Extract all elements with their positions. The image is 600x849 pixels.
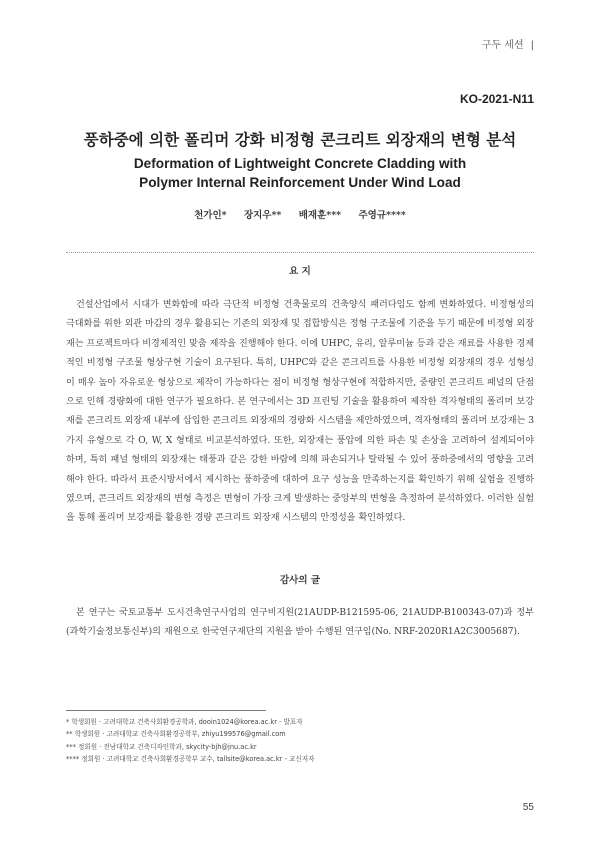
- title-english-line-2: Polymer Internal Reinforcement Under Wind Load: [139, 175, 461, 190]
- title-korean: 풍하중에 의한 폴리머 강화 비정형 콘크리트 외장재의 변형 분석: [83, 131, 517, 149]
- title-english: [0, 154, 600, 192]
- author-4: 주영규****: [358, 210, 406, 221]
- dotted-divider: [66, 252, 534, 253]
- footnote-1: * 학생회원 · 고려대학교 건축사회환경공학과, dooin1024@korea.ac.kr - 발표자: [66, 718, 303, 726]
- session-name: 구두 세션: [481, 40, 524, 51]
- abstract-body: 건설산업에서 시대가 변화함에 따라 극단적 비정형 건축물로의 건축양식 패러다임도 함께 변화하였다. 비정형성의 극대화를 위한 외관 마감의 경우 활용되는 기존의 외장재 및 접합방식은 정형 구조물에 기준을 두기 때문에 비정형 외장재는 프로젝트마다 비경제적인 맞춤 제작을 진행해야 한다. 이에 UHPC, 유리, 알루미늄 등과 같은 재료를 사용한 경제적인 비정형 구조물 형상구현 기술이 요구된다. 특히, UHPC와 같은 콘크리트를 사용한 비정형 외장재의 경우 성형성이 매우 높아 자유로운 형상으로 제작이 가능하다는 점이 비정형 형상구현에 적합하지만, 중량인 콘크리트 패널의 단점으로 인해 경량화에 대한 연구가 필요하다. 본 연구에서는 3D 프린팅 기술을 활용하여 제작한 격자형태의 폴리머 보강재를 콘크리트 외장재 내부에 삽입한 콘크리트 외장재의 경량화 시스템을 제안하였으며, 격자형태의 폴리머 보강재는 3가지 유형으로 각 O, W, X 형태로 비교분석하였다. 또한, 외장재는 풍압에 의한 파손 및 손상을 고려하여 설계되어야 하며, 특히 패널 형태의 외장재는 태풍과 같은 강한 바람에 의해 파손되거나 탈락될 수 있어 풍하중에서의 영향을 고려해야 한다. 따라서 표준시방서에서 제시하는 풍하중에 대하여 요구 성능을 만족하는지를 확인하기 위해 실험을 진행하였으며, 콘크리트 외장재의 변형 측정은 변형이 가장 크게 발생하는 중앙부의 변형을 측정하여 분석하였다. 이러한 실험을 통해 폴리머 보강재를 활용한 경량 콘크리트 외장재 시스템의 안정성을 확인하였다.: [66, 300, 534, 524]
- footnote-divider: [66, 710, 266, 711]
- author-list: [0, 207, 600, 221]
- title-english-line-1: Deformation of Lightweight Concrete Cladding with: [133, 156, 467, 171]
- footnote-3: *** 정회원 · 전남대학교 건축디자인학과, skycity-bjh@jnu.ac.kr: [66, 742, 257, 751]
- page-number: 55: [522, 802, 534, 813]
- author-2: 장지우**: [243, 210, 282, 221]
- footnote-2: ** 학생회원 · 고려대학교 건축사회환경공학부, zhiyu199576@gmail.com: [66, 730, 286, 739]
- acknowledgement-body: 본 연구는 국토교통부 도시건축연구사업의 연구비지원(21AUDP-B121595-06, 21AUDP-B100343-07)과 정부(과학기술정보통신부)의 재원으로 한국연구재단의 지원을 받아 수행된 연구임(No. NRF-2020R1A2C3005687).: [66, 608, 534, 638]
- session-label: [482, 36, 534, 51]
- paper-code: KO-2021-N11: [459, 92, 534, 106]
- author-1: 천가인*: [194, 210, 227, 221]
- abstract-heading: 요 지: [289, 266, 311, 277]
- author-3: 배재훈***: [298, 210, 342, 221]
- acknowledgement-heading: 감사의 글: [279, 575, 320, 586]
- session-separator: |: [530, 40, 534, 51]
- footnotes: [66, 716, 534, 765]
- footnote-4: **** 정회원 · 고려대학교 건축사회환경공학부 교수, tallsite@korea.ac.kr - 교신저자: [66, 754, 315, 763]
